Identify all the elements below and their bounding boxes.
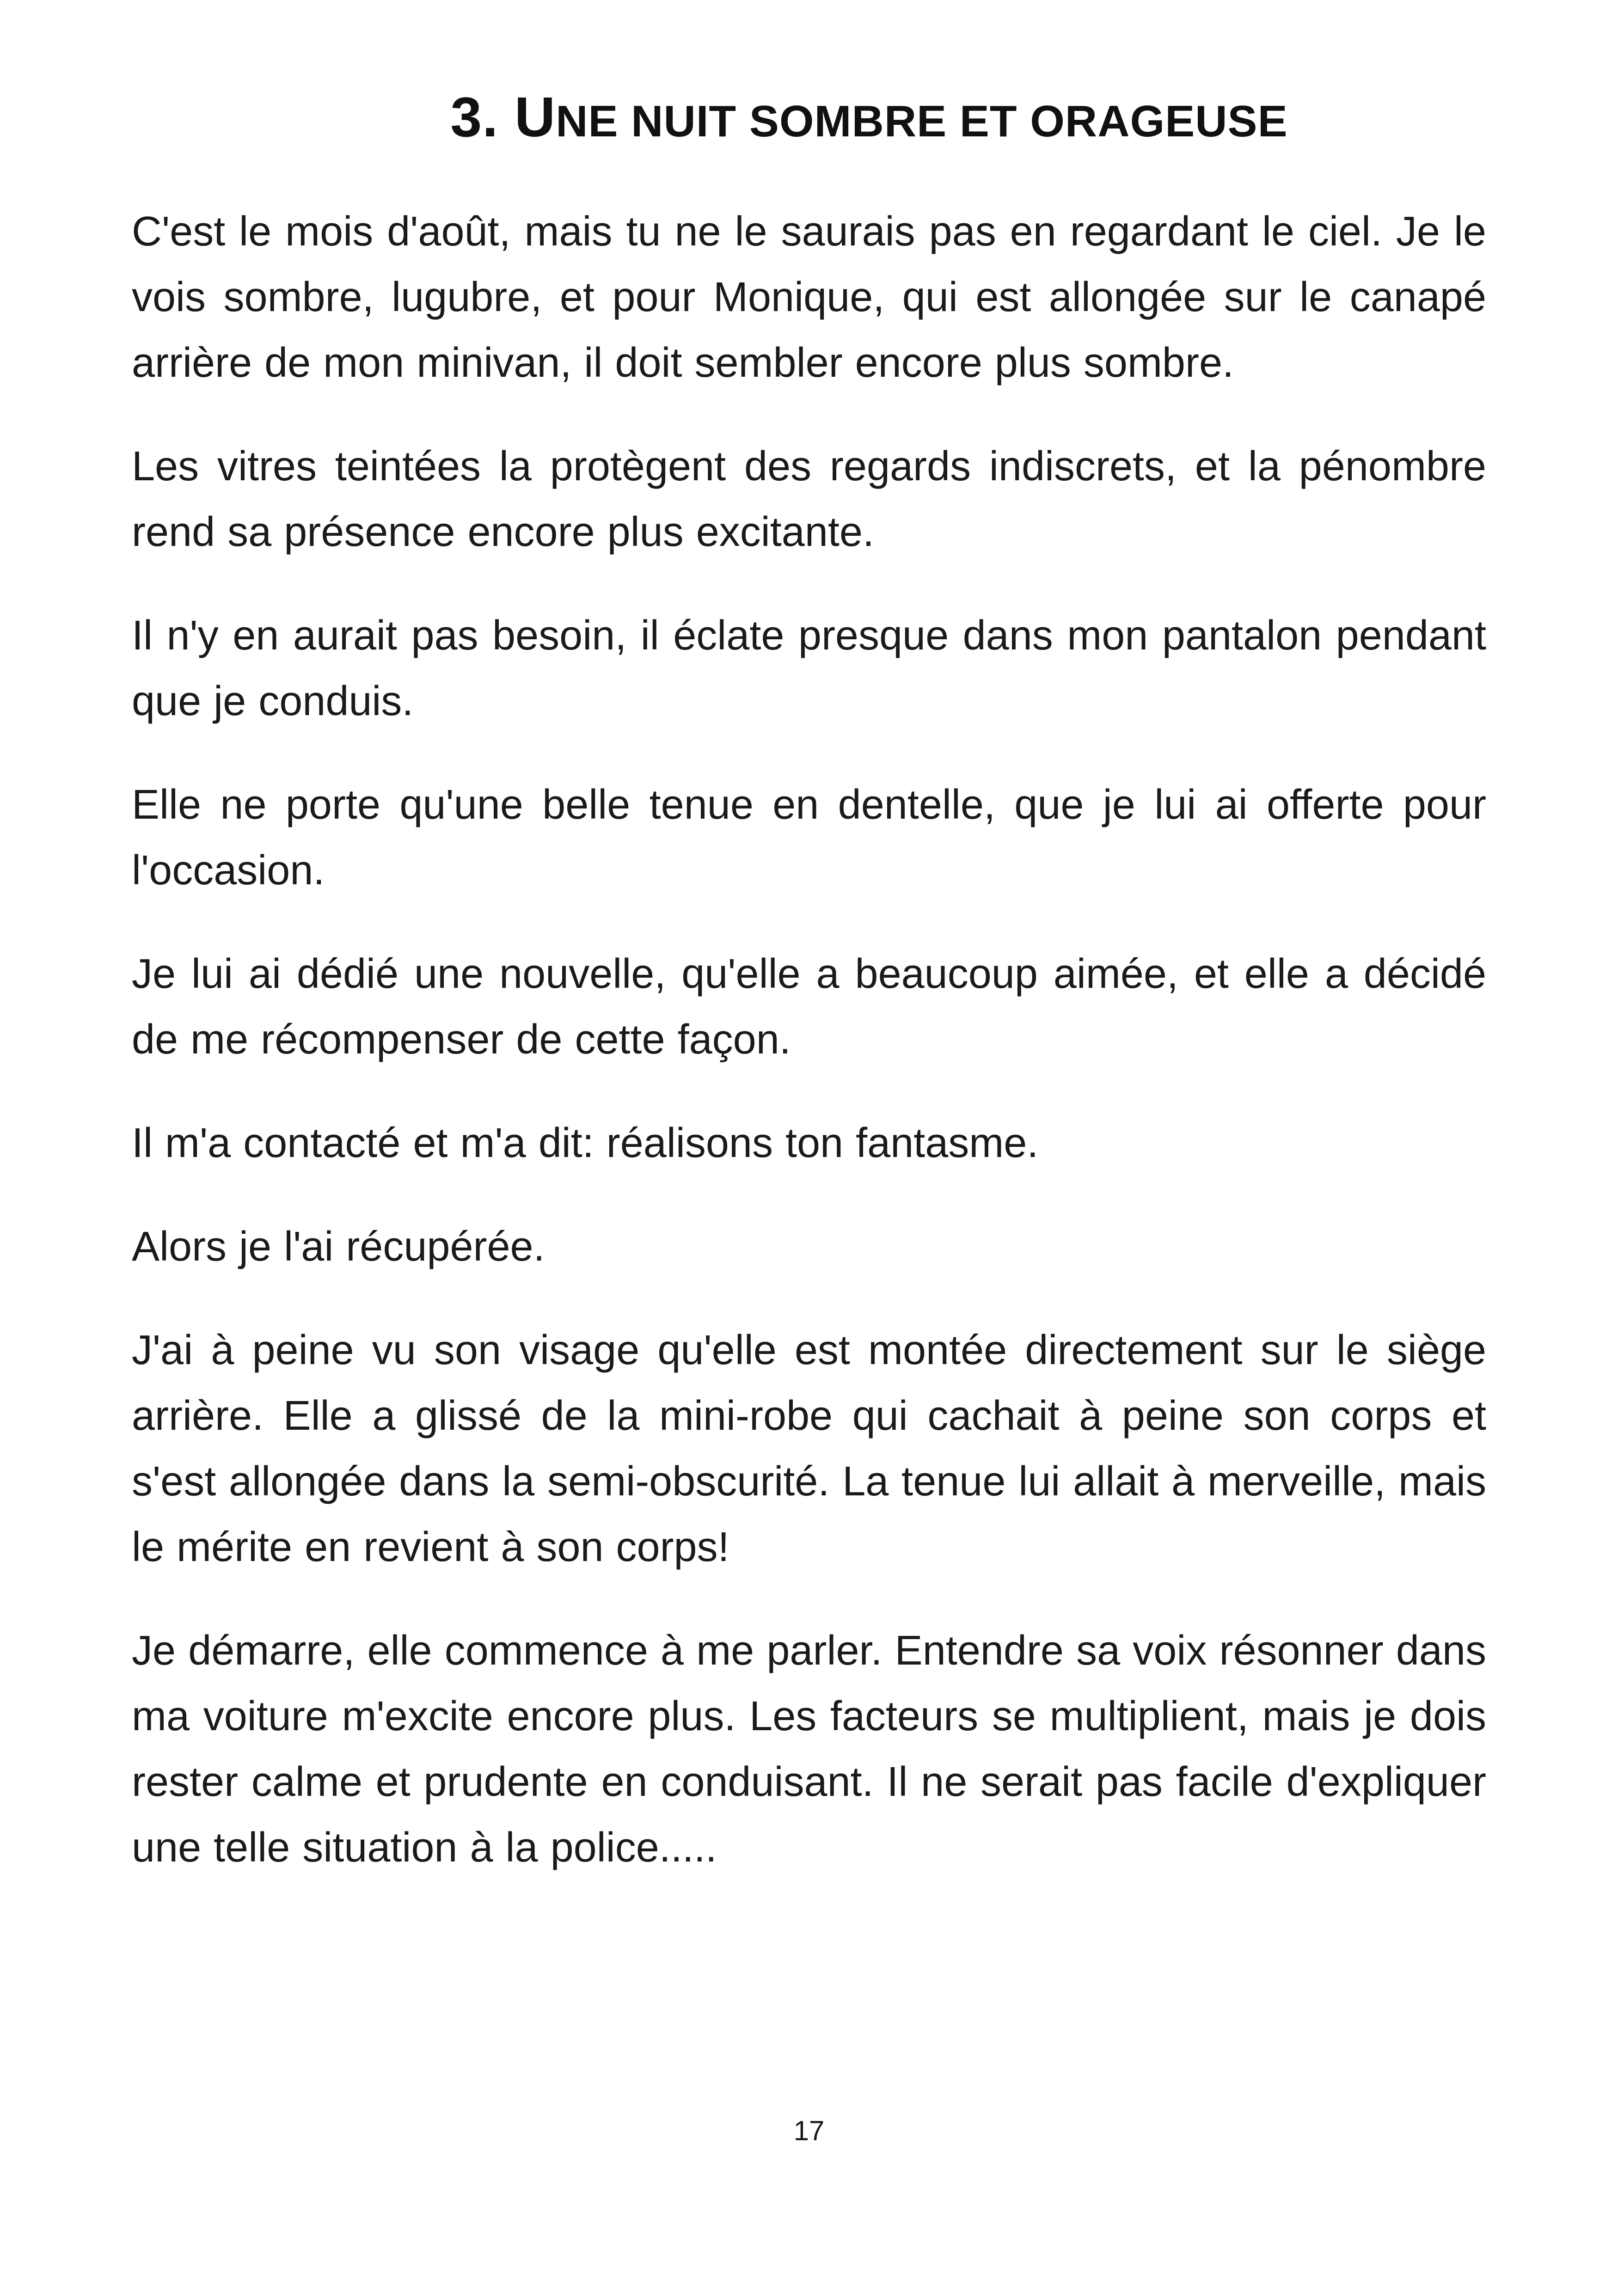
paragraph-8: J'ai à peine vu son visage qu'elle est montée directement sur le siège arrière. Elle a glissé de la mini-robe qui cachait à peine son corps et s'est allongée dans la semi-obscurité. La tenue lui allait à merveille, mais le mérite en revient à son corps! [132, 1327, 1486, 1570]
chapter-number: 3. [450, 86, 499, 148]
chapter-body [132, 199, 1486, 1918]
paragraph-1: C'est le mois d'août, mais tu ne le saurais pas en regardant le ciel. Je le vois sombre, lugubre, et pour Monique, qui est allongée sur le canapé arrière de mon minivan, il doit sembler encore plus sombre. [132, 208, 1486, 386]
chapter-title [0, 83, 1618, 151]
chapter-title-rest: NE NUIT SOMBRE ET ORAGEUSE [556, 97, 1288, 146]
paragraph-4: Elle ne porte qu'une belle tenue en dentelle, que je lui ai offerte pour l'occasion. [132, 782, 1486, 894]
paragraph-6: Il m'a contacté et m'a dit: réalisons ton fantasme. [132, 1120, 1039, 1166]
chapter-title-initial: U [515, 86, 556, 148]
paragraph-2: Les vitres teintées la protègent des regards indiscrets, et la pénombre rend sa présence encore plus excitante. [132, 443, 1486, 555]
paragraph-3: Il n'y en aurait pas besoin, il éclate presque dans mon pantalon pendant que je conduis. [132, 612, 1486, 724]
paragraph-7: Alors je l'ai récupérée. [132, 1224, 545, 1270]
paragraph-9: Je démarre, elle commence à me parler. Entendre sa voix résonner dans ma voiture m'excite encore plus. Les facteurs se multiplient, mais je dois rester calme et prudente en conduisant. Il ne serait pas facile d'expliquer une telle situation à la police..... [132, 1628, 1486, 1871]
page-number: 17 [793, 2115, 825, 2146]
paragraph-5: Je lui ai dédié une nouvelle, qu'elle a beaucoup aimée, et elle a décidé de me récompenser de cette façon. [132, 951, 1486, 1063]
